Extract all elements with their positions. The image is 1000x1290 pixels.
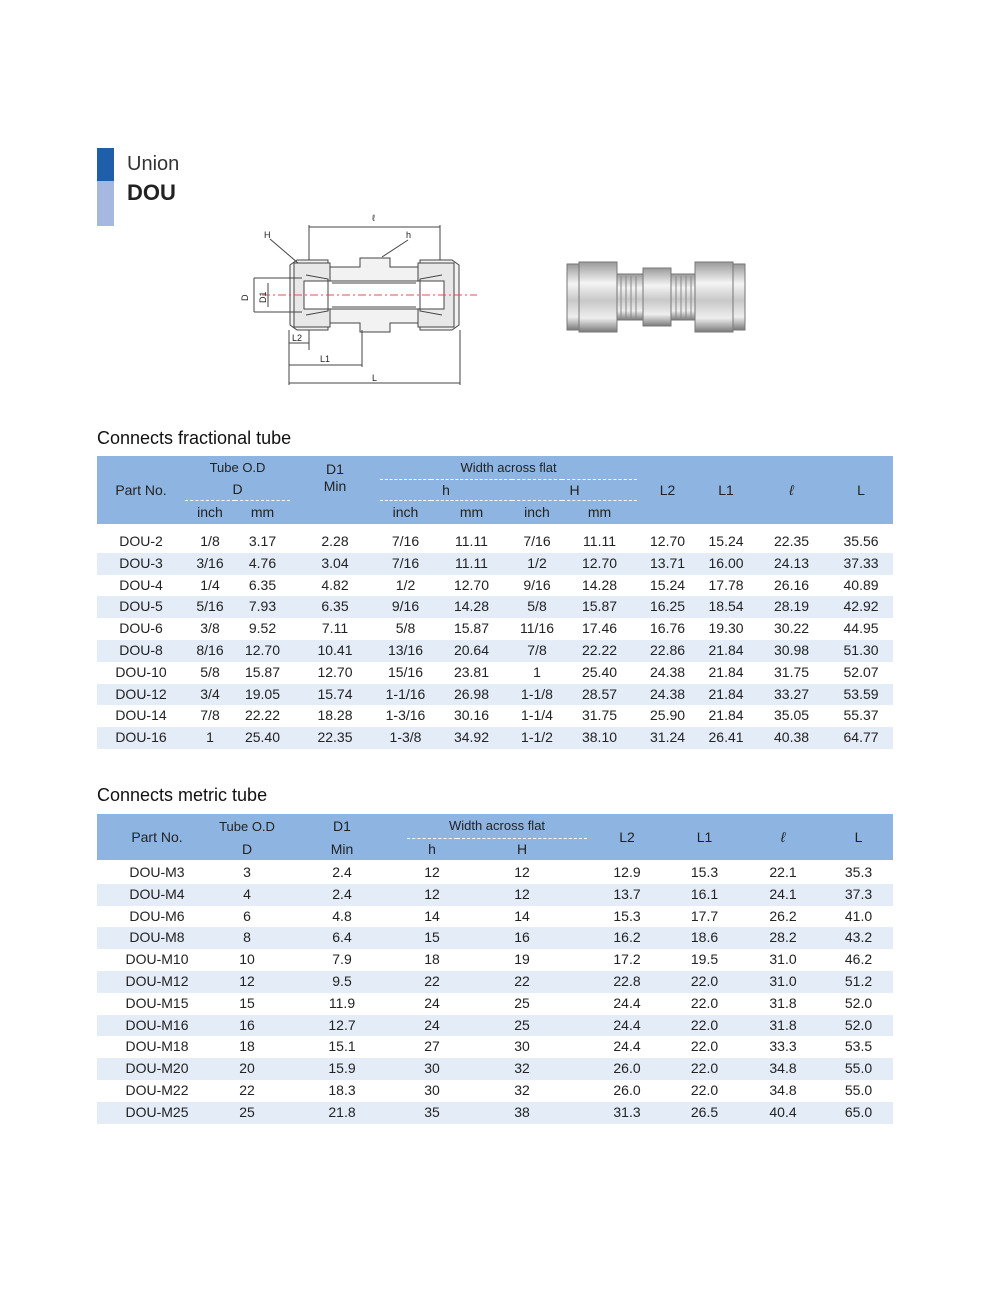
table-cell: 12.70 [235,640,290,662]
table-cell: 15.1 [328,1038,356,1055]
table-cell: 16.00 [698,553,754,575]
table-cell: 35.05 [774,707,810,724]
table-cell: 1-3/16 [385,707,426,724]
table-cell: 53.59 [829,684,893,706]
table-cell: 11.11 [583,533,616,549]
table-cell: 35.3 [844,864,873,880]
table-cell: 6 [243,907,251,924]
table-cell: 31.8 [742,1015,824,1037]
table-cell: DOU-5 [97,596,185,618]
table-cell: 26.5 [667,1102,742,1124]
table-cell: 11.9 [328,994,356,1011]
table-cell: 24 [424,994,440,1011]
table-cell: 40.89 [843,576,879,593]
table-cell: 1/8 [200,533,220,549]
table-cell: 20 [217,1058,277,1080]
table-cell: DOU-16 [97,727,185,749]
table-cell: 1 [533,663,541,680]
table-cell: 2.4 [277,884,407,906]
table-cell: 12.70 [562,553,637,575]
table-cell: 28.2 [742,927,824,949]
table-cell: 31.3 [587,1102,667,1124]
table-cell: 23.81 [453,663,490,680]
table-cell: 31.24 [637,727,698,749]
table-cell: 22 [407,971,457,993]
table-cell: 28.57 [562,684,637,706]
table-cell: 1-1/8 [512,684,562,706]
col-part-no: Part No. [97,456,185,524]
drawing-label-h: h [406,230,412,240]
table-cell: DOU-14 [115,707,167,724]
table-cell: 26.41 [698,727,754,749]
table-cell: 2.4 [332,864,352,880]
table-row [97,575,893,597]
table-cell: 30 [424,1081,440,1098]
table-cell: 7.11 [321,620,349,637]
table-cell: 40.4 [742,1102,824,1124]
table-cell: 38.10 [562,727,637,749]
table-cell: 28.19 [754,596,829,618]
table-cell: 25.90 [650,707,686,724]
table-cell: DOU-M18 [125,1038,189,1055]
table-cell: 25 [514,994,530,1011]
table-cell: 24.4 [613,1038,641,1055]
fractional-section-title: Connects fractional tube [97,428,292,448]
table-cell: 22.0 [667,971,742,993]
table-cell: 7/8 [200,707,220,724]
table-cell: 12 [514,864,530,880]
table-cell: 17.2 [613,951,641,968]
table-cell: 12.9 [613,864,641,880]
table-cell: 5/8 [512,596,562,618]
table-cell: 17.46 [581,620,618,637]
table-cell: 24.4 [587,1015,667,1037]
metric-col-d: D [217,838,277,860]
table-cell: 3/4 [185,684,235,706]
table-cell: 2.28 [321,533,349,549]
table-cell: 12 [424,864,440,880]
table-cell: 21.84 [708,707,744,724]
table-cell: 32 [514,1081,530,1098]
col-h-inch: inch [380,500,431,524]
col-d-inch: inch [185,500,235,524]
metric-col-l2: L2 [587,814,667,860]
table-cell: 32 [457,1058,587,1080]
table-cell: 26.16 [774,576,810,593]
table-cell: 15.24 [650,576,686,593]
table-cell: 41.0 [844,907,873,924]
table-cell: 15.3 [690,864,719,880]
table-cell: 15.87 [453,620,490,637]
table-row [97,862,893,884]
table-cell: 1/4 [200,576,220,593]
table-cell: 14.28 [581,576,618,593]
table-cell: 6.35 [248,576,277,593]
col-h-small: h [380,479,512,500]
table-cell: 22 [239,1081,255,1098]
table-cell: 12.7 [277,1015,407,1037]
table-cell: 14 [424,907,440,924]
table-cell: 53.5 [844,1038,873,1055]
metric-col-l: L [824,814,893,860]
table-cell: 25.40 [581,663,618,680]
table-cell: 8 [217,927,277,949]
product-code: DOU [127,180,176,205]
drawing-label-L: L [372,373,378,383]
table-cell: DOU-M22 [125,1081,189,1098]
table-cell: 14.28 [431,596,512,618]
table-cell: 1-1/4 [521,707,553,724]
table-cell: 24.1 [742,884,824,906]
table-cell: 1 [185,727,235,749]
table-cell: 19.5 [690,951,719,968]
table-cell: DOU-4 [119,576,163,593]
table-cell: DOU-M15 [125,994,189,1011]
table-cell: 7/16 [523,533,551,549]
table-cell: DOU-M25 [97,1102,217,1124]
table-cell: 16.25 [637,596,698,618]
table-cell: 44.95 [843,620,879,637]
table-cell: 14 [514,907,530,924]
table-cell: 43.2 [824,927,893,949]
table-cell: 22.0 [667,1015,742,1037]
table-cell: 15.3 [613,907,641,924]
metric-table [97,814,893,1124]
table-cell: 9.52 [248,620,277,637]
table-cell: 22.35 [290,727,380,749]
table-cell: 25.40 [235,727,290,749]
table-cell: DOU-12 [97,684,185,706]
table-cell: 8/16 [185,640,235,662]
table-cell: 7/16 [380,553,431,575]
table-cell: 24.4 [613,994,641,1011]
col-H-mm: mm [562,500,637,524]
table-cell: 22.0 [690,994,719,1011]
table-row [97,1058,893,1080]
table-cell: 34.8 [742,1058,824,1080]
drawing-label-L2: L2 [292,333,303,343]
col-width-across-flat: Width across flat [380,456,637,479]
table-cell: 18 [239,1038,255,1055]
table-cell: 3.17 [248,533,277,549]
table-cell: 11.11 [431,553,512,575]
table-cell: 5/8 [200,663,220,680]
table-cell: 52.0 [844,994,873,1011]
table-cell: DOU-M3 [129,864,185,880]
table-cell: 55.37 [843,707,879,724]
metric-col-tube-od: Tube O.D [217,814,277,838]
drawing-label-L1: L1 [320,354,331,364]
table-cell: 26.0 [587,1058,667,1080]
table-row [97,906,893,928]
table-cell: 15.9 [277,1058,407,1080]
table-cell: 22 [457,971,587,993]
table-cell: 21.84 [698,684,754,706]
col-H-inch: inch [512,500,562,524]
metric-col-h-small: h [407,838,457,860]
technical-drawing [232,205,487,390]
table-row [97,971,893,993]
table-cell: 6.35 [290,596,380,618]
table-cell: 22.22 [244,707,281,724]
table-cell: 22.0 [690,1081,719,1098]
table-cell: 1/2 [395,576,416,593]
table-row [97,531,893,553]
table-cell: 4.82 [321,576,349,593]
table-cell: 13/16 [380,640,431,662]
table-cell: 17.78 [708,576,744,593]
table-cell: 7/8 [512,640,562,662]
table-cell: DOU-M6 [129,907,185,924]
metric-col-d1: D1 [277,814,407,838]
col-d1: D1 Min [290,456,380,500]
table-row [97,1036,893,1058]
table-cell: 22.22 [562,640,637,662]
table-cell: 15/16 [387,663,424,680]
col-tube-od: Tube O.D [185,456,290,479]
accent-bar-dark [97,148,114,181]
table-cell: 9.5 [277,971,407,993]
table-cell: 25 [457,1015,587,1037]
table-cell: DOU-6 [119,620,163,637]
table-cell: 15.87 [562,596,637,618]
table-cell: 24.13 [754,553,829,575]
table-cell: 4.8 [332,907,352,924]
table-cell: 19 [514,951,530,968]
table-cell: 16 [217,1015,277,1037]
table-cell: 1-1/2 [512,727,562,749]
table-cell: DOU-M16 [97,1015,217,1037]
table-cell: 3.04 [290,553,380,575]
table-cell: 18 [424,951,440,968]
table-cell: 3/16 [185,553,235,575]
table-cell: 26.0 [613,1081,641,1098]
table-cell: 18.54 [698,596,754,618]
table-cell: 18.6 [667,927,742,949]
table-cell: 24.38 [637,684,698,706]
table-cell: 22.86 [637,640,698,662]
table-cell: 26.2 [769,907,797,924]
table-cell: 31.75 [581,707,618,724]
col-d-mm: mm [235,500,290,524]
table-row [97,927,893,949]
table-cell: 64.77 [829,727,893,749]
table-cell: 11.11 [455,533,488,549]
table-cell: 15 [239,994,255,1011]
table-cell: 18.3 [328,1081,356,1098]
table-cell: 55.0 [824,1058,893,1080]
col-ell: ℓ [754,456,829,524]
table-cell: 52.07 [843,663,879,680]
table-cell: 1/2 [512,553,562,575]
table-cell: 38 [457,1102,587,1124]
table-cell: 13.7 [587,884,667,906]
metric-section-title: Connects metric tube [97,785,268,805]
table-cell: 22.1 [769,864,797,880]
metric-col-min: Min [277,838,407,860]
table-cell: 12 [217,971,277,993]
table-cell: 16.1 [667,884,742,906]
table-cell: 10.41 [290,640,380,662]
table-row [97,596,893,618]
table-cell: 31.8 [769,994,797,1011]
table-cell: 4.76 [235,553,290,575]
table-cell: 12 [407,884,457,906]
table-cell: 3/8 [200,620,220,637]
table-row [97,949,893,971]
col-l1: L1 [698,456,754,524]
table-cell: DOU-M8 [97,927,217,949]
table-cell: 35 [407,1102,457,1124]
table-cell: 42.92 [829,596,893,618]
accent-bar-light [97,181,114,226]
table-cell: 9/16 [380,596,431,618]
table-cell: 3 [243,864,251,880]
table-row [97,727,893,749]
table-row [97,1102,893,1124]
table-row [97,662,893,684]
table-cell: 30 [514,1038,530,1055]
table-cell: DOU-2 [119,533,163,549]
table-cell: 31.0 [769,951,797,968]
table-cell: 65.0 [824,1102,893,1124]
table-cell: 21.84 [708,663,744,680]
table-cell: 25 [217,1102,277,1124]
table-cell: 12.70 [650,533,686,549]
table-cell: 22.0 [690,1038,719,1055]
metric-col-ell: ℓ [742,814,824,860]
table-cell: 37.3 [824,884,893,906]
col-d: D [185,479,290,500]
metric-col-width-across-flat: Width across flat [407,814,587,838]
table-cell: 15.74 [290,684,380,706]
col-l: L [829,456,893,524]
table-row [97,884,893,906]
col-h-mm: mm [431,500,512,524]
table-cell: DOU-M4 [97,884,217,906]
table-cell: DOU-10 [115,663,167,680]
table-cell: 15 [407,927,457,949]
table-cell: 34.92 [431,727,512,749]
table-row [97,640,893,662]
table-row [97,1080,893,1102]
drawing-label-D: D [240,294,250,301]
table-cell: 30.98 [754,640,829,662]
table-cell: 19.30 [708,620,744,637]
table-cell: 22.35 [774,533,810,549]
table-cell: 5/16 [185,596,235,618]
table-cell: 52.0 [824,1015,893,1037]
table-cell: 22.0 [667,1058,742,1080]
drawing-label-H: H [264,230,271,240]
table-cell: 24.38 [650,663,686,680]
table-cell: 51.30 [829,640,893,662]
table-cell: 6.4 [277,927,407,949]
product-category: Union [127,153,180,175]
table-cell: 15.24 [708,533,744,549]
table-cell: 30.22 [774,620,810,637]
table-row [97,684,893,706]
table-cell: 51.2 [824,971,893,993]
metric-col-h-big: H [457,838,587,860]
table-cell: 21.8 [277,1102,407,1124]
table-cell: 46.2 [844,951,873,968]
table-cell: 18.28 [317,707,353,724]
drawing-label-l: ℓ [372,213,375,223]
table-cell: 33.3 [769,1038,797,1055]
table-cell: 15.87 [244,663,281,680]
table-cell: 31.75 [774,663,810,680]
col-h-big: H [512,479,637,500]
table-cell: 1-3/8 [380,727,431,749]
table-cell: 1-1/16 [380,684,431,706]
table-cell: 9/16 [523,576,551,593]
table-cell: 20.64 [431,640,512,662]
product-photo [563,258,748,336]
table-cell: 55.0 [844,1081,873,1098]
table-cell: DOU-3 [97,553,185,575]
table-row [97,618,893,640]
table-cell: 12.70 [317,663,353,680]
table-cell: 4 [217,884,277,906]
table-cell: 11/16 [520,620,554,637]
table-cell: 35.56 [843,533,879,549]
table-row [97,1015,893,1037]
table-cell: 7.9 [332,951,352,968]
table-cell: 26.98 [431,684,512,706]
table-cell: 17.7 [690,907,719,924]
table-cell: 16.76 [650,620,686,637]
table-cell: 5/8 [395,620,416,637]
table-cell: 16.2 [587,927,667,949]
table-cell: 10 [239,951,255,968]
fractional-table [97,456,893,749]
table-cell: 19.05 [235,684,290,706]
table-cell: DOU-M12 [97,971,217,993]
table-cell: DOU-M20 [97,1058,217,1080]
table-cell: 21.84 [698,640,754,662]
table-cell: 7/16 [391,533,420,549]
metric-col-l1: L1 [667,814,742,860]
col-l2: L2 [637,456,698,524]
table-cell: 12 [457,884,587,906]
table-cell: 40.38 [754,727,829,749]
table-row [97,993,893,1015]
table-cell: 34.8 [769,1081,797,1098]
table-row [97,705,893,727]
table-cell: 33.27 [754,684,829,706]
table-cell: 24 [407,1015,457,1037]
table-cell: DOU-8 [97,640,185,662]
table-cell: 31.0 [742,971,824,993]
table-cell: 16 [457,927,587,949]
drawing-label-D1: D1 [258,291,268,303]
table-cell: 27 [424,1038,440,1055]
table-row [97,553,893,575]
table-cell: 37.33 [829,553,893,575]
table-cell: 12.70 [453,576,490,593]
table-cell: 22.8 [587,971,667,993]
table-cell: DOU-M10 [125,951,189,968]
table-cell: 30 [407,1058,457,1080]
table-cell: 30.16 [453,707,490,724]
metric-col-part-no: Part No. [97,814,217,860]
table-cell: 13.71 [637,553,698,575]
table-cell: 7.93 [235,596,290,618]
